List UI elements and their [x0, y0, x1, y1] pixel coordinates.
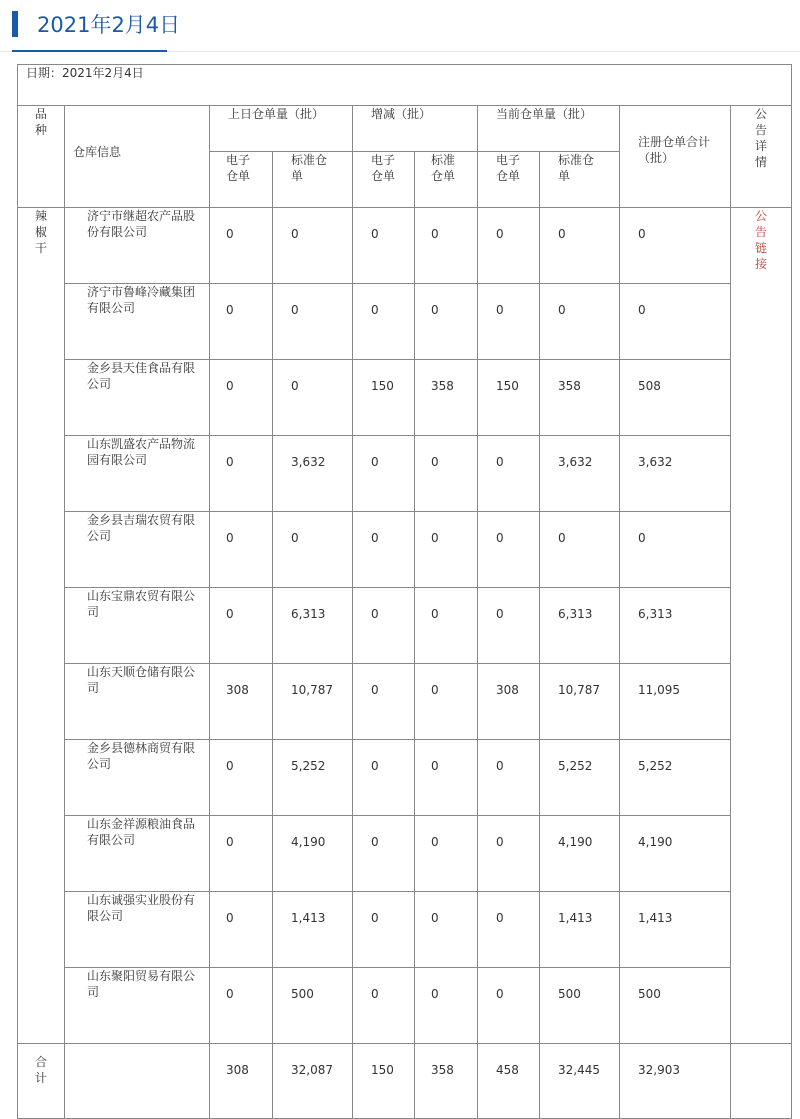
summary-label: 合计 [18, 1044, 65, 1119]
header-prev-total: 上日仓单量（批） [210, 106, 353, 152]
cell-cur-s: 6,313 [540, 588, 620, 664]
header-change-electronic: 电子仓单 [353, 152, 415, 208]
warehouse-name: 金乡县吉瑞农贸有限公司 [65, 512, 210, 588]
cell-cur-e: 150 [478, 360, 540, 436]
cell-prev-s: 4,190 [273, 816, 353, 892]
cell-prev-s: 0 [273, 512, 353, 588]
table-row [18, 816, 792, 892]
summary-chg-s: 358 [415, 1044, 478, 1119]
header-notice: 公告详情 [731, 106, 792, 208]
warehouse-name: 山东天顺仓储有限公司 [65, 664, 210, 740]
cell-chg-e: 0 [353, 892, 415, 968]
summary-prev-s: 32,087 [273, 1044, 353, 1119]
cell-prev-e: 0 [210, 512, 273, 588]
cell-prev-s: 3,632 [273, 436, 353, 512]
cell-cur-e: 0 [478, 284, 540, 360]
cell-cur-s: 500 [540, 968, 620, 1044]
cell-prev-e: 0 [210, 208, 273, 284]
cell-cur-e: 0 [478, 892, 540, 968]
cell-prev-s: 0 [273, 360, 353, 436]
cell-total: 5,252 [620, 740, 731, 816]
cell-prev-e: 0 [210, 816, 273, 892]
table-row [18, 968, 792, 1044]
cell-cur-s: 0 [540, 512, 620, 588]
cell-prev-e: 0 [210, 436, 273, 512]
cell-prev-e: 0 [210, 968, 273, 1044]
cell-chg-e: 0 [353, 740, 415, 816]
cell-cur-e: 308 [478, 664, 540, 740]
cell-chg-s: 0 [415, 968, 478, 1044]
table-row [18, 892, 792, 968]
cell-chg-e: 0 [353, 436, 415, 512]
header-underline-accent [12, 50, 167, 52]
summary-cur-s: 32,445 [540, 1044, 620, 1119]
warehouse-name: 山东金祥源粮油食品有限公司 [65, 816, 210, 892]
page-title: 2021年2月4日 [37, 13, 181, 37]
warehouse-name: 山东宝鼎农贸有限公司 [65, 588, 210, 664]
cell-chg-s: 358 [415, 360, 478, 436]
header-current-standard: 标准仓单 [540, 152, 620, 208]
cell-cur-e: 0 [478, 436, 540, 512]
cell-prev-s: 0 [273, 284, 353, 360]
cell-cur-s: 4,190 [540, 816, 620, 892]
cell-prev-e: 0 [210, 740, 273, 816]
summary-row [18, 1044, 792, 1119]
notice-link[interactable]: 公告链接 [731, 208, 792, 1044]
cell-cur-e: 0 [478, 208, 540, 284]
variety-cell: 辣椒干 [18, 208, 65, 1044]
summary-warehouse-empty [65, 1044, 210, 1119]
cell-chg-s: 0 [415, 512, 478, 588]
cell-prev-e: 0 [210, 588, 273, 664]
header-prev-electronic: 电子仓单 [210, 152, 273, 208]
summary-prev-e: 308 [210, 1044, 273, 1119]
cell-cur-e: 0 [478, 512, 540, 588]
summary-total: 32,903 [620, 1044, 731, 1119]
cell-chg-s: 0 [415, 284, 478, 360]
cell-total: 1,413 [620, 892, 731, 968]
summary-chg-e: 150 [353, 1044, 415, 1119]
header-current-electronic: 电子仓单 [478, 152, 540, 208]
warehouse-name: 济宁市鲁峰冷藏集团有限公司 [65, 284, 210, 360]
cell-prev-s: 0 [273, 208, 353, 284]
cell-total: 500 [620, 968, 731, 1044]
cell-chg-s: 0 [415, 588, 478, 664]
table-row [18, 588, 792, 664]
table-row [18, 436, 792, 512]
cell-cur-e: 0 [478, 740, 540, 816]
cell-prev-s: 1,413 [273, 892, 353, 968]
cell-chg-e: 150 [353, 360, 415, 436]
warehouse-name: 山东凯盛农产品物流园有限公司 [65, 436, 210, 512]
cell-chg-e: 0 [353, 816, 415, 892]
cell-cur-s: 0 [540, 284, 620, 360]
cell-total: 0 [620, 512, 731, 588]
cell-chg-s: 0 [415, 816, 478, 892]
cell-cur-s: 1,413 [540, 892, 620, 968]
cell-prev-e: 0 [210, 892, 273, 968]
table-row [18, 360, 792, 436]
cell-cur-s: 5,252 [540, 740, 620, 816]
cell-chg-e: 0 [353, 588, 415, 664]
cell-chg-s: 0 [415, 892, 478, 968]
warehouse-receipt-table [17, 64, 792, 1119]
cell-cur-e: 0 [478, 968, 540, 1044]
cell-prev-s: 6,313 [273, 588, 353, 664]
cell-cur-s: 10,787 [540, 664, 620, 740]
cell-cur-s: 0 [540, 208, 620, 284]
table-row [18, 512, 792, 588]
summary-cur-e: 458 [478, 1044, 540, 1119]
header-warehouse: 仓库信息 [65, 106, 210, 208]
header-registered-total: 注册仓单合计（批） [620, 106, 731, 208]
cell-chg-s: 0 [415, 208, 478, 284]
cell-chg-s: 0 [415, 436, 478, 512]
page-header [0, 0, 800, 52]
table-row [18, 664, 792, 740]
cell-chg-e: 0 [353, 208, 415, 284]
cell-total: 4,190 [620, 816, 731, 892]
cell-chg-e: 0 [353, 512, 415, 588]
cell-chg-s: 0 [415, 740, 478, 816]
table-row [18, 740, 792, 816]
cell-cur-s: 358 [540, 360, 620, 436]
warehouse-name: 山东聚阳贸易有限公司 [65, 968, 210, 1044]
cell-cur-e: 0 [478, 588, 540, 664]
cell-prev-e: 0 [210, 360, 273, 436]
cell-cur-e: 0 [478, 816, 540, 892]
header-change-standard: 标准仓单 [415, 152, 478, 208]
cell-chg-e: 0 [353, 968, 415, 1044]
warehouse-name: 山东诚强实业股份有限公司 [65, 892, 210, 968]
cell-prev-s: 500 [273, 968, 353, 1044]
header-prev-standard: 标准仓单 [273, 152, 353, 208]
date-line: 日期：2021年2月4日 [18, 65, 792, 106]
table-row [18, 284, 792, 360]
cell-total: 0 [620, 208, 731, 284]
cell-total: 11,095 [620, 664, 731, 740]
cell-cur-s: 3,632 [540, 436, 620, 512]
header-change: 增减（批） [353, 106, 478, 152]
cell-chg-e: 0 [353, 664, 415, 740]
cell-total: 508 [620, 360, 731, 436]
table-row [18, 208, 792, 284]
cell-prev-s: 5,252 [273, 740, 353, 816]
cell-total: 0 [620, 284, 731, 360]
header-current: 当前仓单量（批） [478, 106, 620, 152]
cell-prev-s: 10,787 [273, 664, 353, 740]
cell-chg-e: 0 [353, 284, 415, 360]
warehouse-name: 金乡县天佳食品有限公司 [65, 360, 210, 436]
cell-total: 6,313 [620, 588, 731, 664]
title-accent-bar [12, 11, 18, 37]
summary-notice-empty [731, 1044, 792, 1119]
cell-prev-e: 308 [210, 664, 273, 740]
header-variety: 品种 [18, 106, 65, 208]
cell-chg-s: 0 [415, 664, 478, 740]
warehouse-name: 金乡县德林商贸有限公司 [65, 740, 210, 816]
warehouse-name: 济宁市继超农产品股份有限公司 [65, 208, 210, 284]
cell-total: 3,632 [620, 436, 731, 512]
cell-prev-e: 0 [210, 284, 273, 360]
